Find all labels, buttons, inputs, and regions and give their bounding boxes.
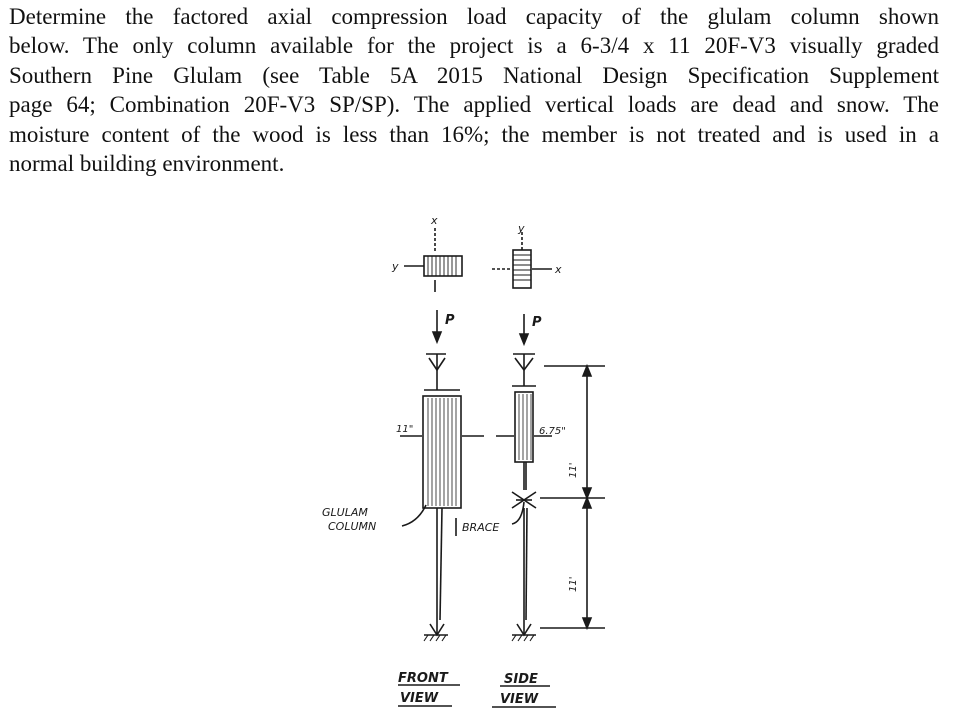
front-view-title-line2: VIEW [400, 691, 439, 706]
column-label-line2: COLUMN [328, 520, 377, 533]
side-load-arrow [520, 314, 528, 344]
side-axis-x-label: x [555, 263, 562, 276]
front-load-arrow [433, 310, 441, 342]
column-label-line1: GLULAM [322, 506, 368, 519]
problem-line-4: page 64; Combination 20F-V3 SP/SP). The applied vertical loads are dead and snow. The [9, 92, 939, 118]
brace-label: BRACE [462, 521, 500, 534]
problem-line-2: below. The only column available for the project is a 6-3/4 x 11 20F-V3 visually graded [9, 33, 939, 59]
column-diagram [300, 200, 640, 720]
side-view-title-line2: VIEW [500, 692, 539, 707]
problem-line-1: Determine the factored axial compression load capacity of the glulam column shown [9, 4, 939, 29]
problem-statement [9, 2, 939, 178]
front-axis-y-label: y [392, 260, 399, 273]
side-cross-section [492, 232, 552, 288]
problem-line-6: normal building environment. [9, 151, 285, 177]
problem-line-5: moisture content of the wood is less than 16%; the member is not treated and is used in a [9, 121, 939, 147]
column-diagram-svg [300, 200, 640, 720]
front-column [400, 354, 484, 641]
front-load-label: P [445, 313, 455, 328]
lower-length-label: 11' [568, 576, 579, 592]
upper-length-label: 11' [568, 462, 579, 478]
front-axis-x-label: x [431, 214, 438, 227]
front-width-dimension: 11" [396, 424, 414, 435]
front-cross-section [404, 228, 462, 292]
front-view-title-line1: FRONT [398, 671, 448, 686]
side-view-title-line1: SIDE [504, 672, 538, 687]
side-axis-y-label: y [518, 222, 525, 235]
side-width-dimension: 6.75" [539, 426, 566, 437]
side-load-label: P [532, 315, 542, 330]
problem-line-3: Southern Pine Glulam (see Table 5A 2015 National Design Specification Supplement [9, 62, 939, 88]
brace-label-leader [512, 502, 524, 524]
